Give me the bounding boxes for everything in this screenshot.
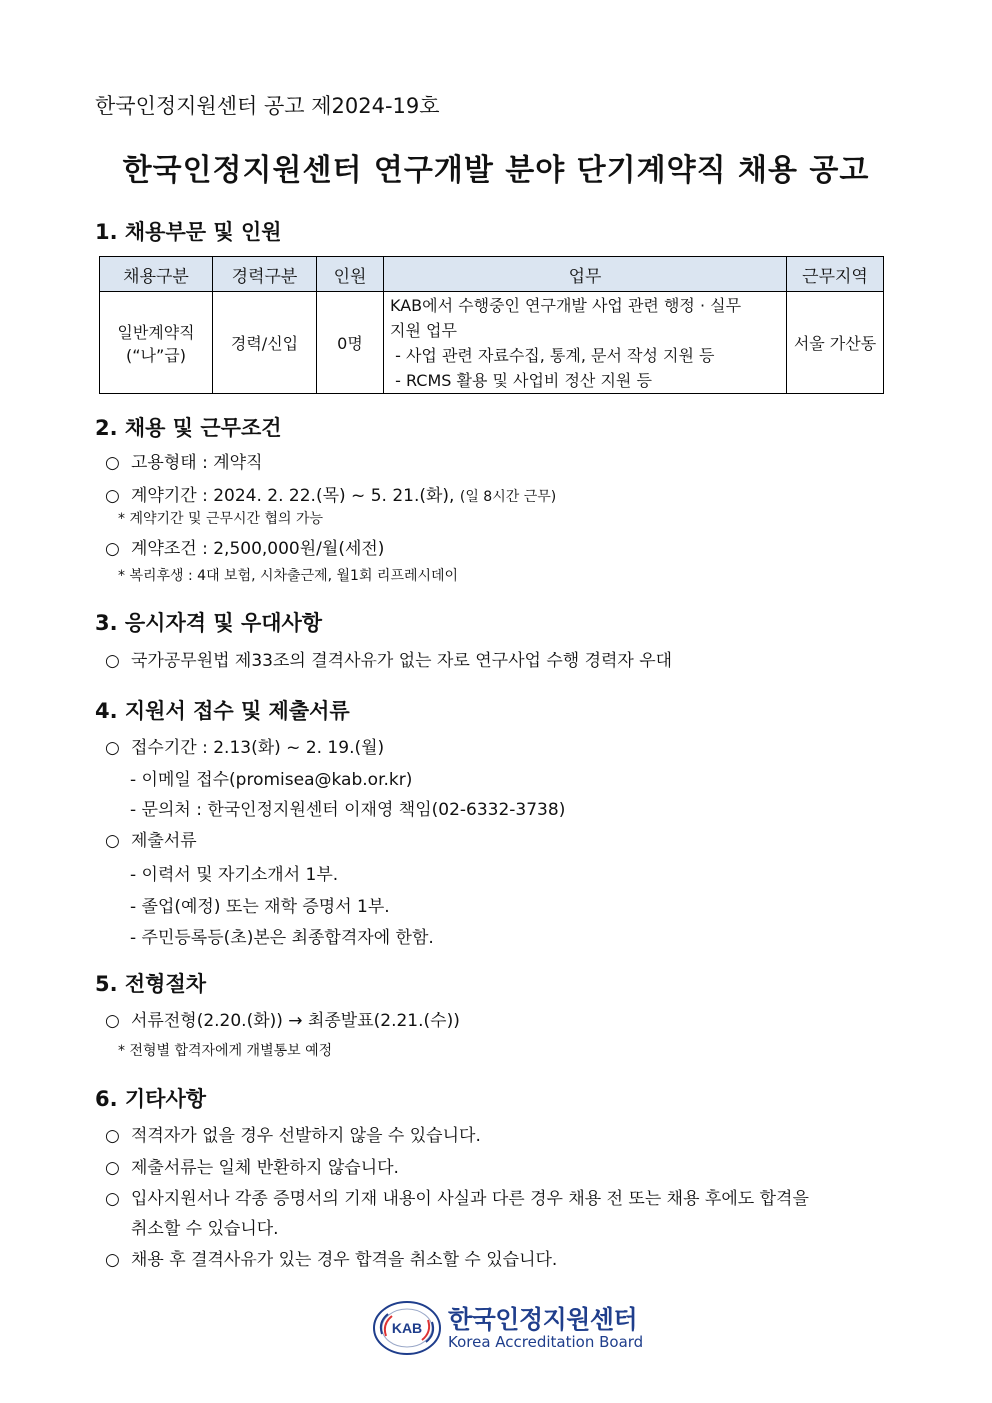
note: * 복리후생 : 4대 보험, 시차출근제, 월1회 리프레시데이: [118, 568, 459, 584]
item-text: 제출서류: [131, 831, 197, 851]
table-header-row: [100, 257, 884, 292]
doc-item: - 주민등록등(초)본은 최종합격자에 한함.: [130, 928, 434, 948]
item-text: 계약조건 : 2,500,000원/월(세전): [131, 539, 385, 559]
note: * 전형별 합격자에게 개별통보 예정: [118, 1043, 333, 1059]
table-header: 인원: [317, 257, 384, 292]
cell-type: [100, 292, 213, 394]
section-heading: 3. 응시자격 및 우대사항: [95, 611, 323, 635]
cell-text: - RCMS 활용 및 사업비 정산 지원 등: [390, 370, 652, 390]
list-item: [105, 481, 556, 506]
list-item-continuation: 취소할 수 있습니다.: [131, 1219, 279, 1239]
list-item: [105, 1245, 557, 1270]
email-link[interactable]: - 이메일 접수(promisea@kab.or.kr): [130, 770, 413, 790]
bullet-icon: ○: [105, 1126, 120, 1146]
cell-text: 지원 업무: [390, 320, 457, 340]
table-header: 경력구분: [213, 257, 317, 292]
recruitment-table: [99, 256, 884, 394]
cell-career: 경력/신입: [213, 292, 317, 394]
bullet-icon: ○: [105, 738, 120, 758]
item-text: 계약기간 : 2024. 2. 22.(목) ~ 5. 21.(화),: [131, 486, 455, 506]
list-item: [105, 534, 384, 559]
bullet-icon: ○: [105, 1011, 120, 1031]
section-heading: 4. 지원서 접수 및 제출서류: [95, 699, 350, 723]
notice-number: 한국인정지원센터 공고 제2024-19호: [95, 94, 440, 118]
table-header: 업무: [384, 257, 787, 292]
list-item: [105, 1121, 481, 1146]
section-heading: 6. 기타사항: [95, 1087, 207, 1111]
note: * 계약기간 및 근무시간 협의 가능: [118, 511, 324, 527]
item-text: 적격자가 없을 경우 선발하지 않을 수 있습니다.: [131, 1126, 481, 1146]
bullet-icon: ○: [105, 539, 120, 559]
bullet-icon: ○: [105, 651, 120, 671]
bullet-icon: ○: [105, 831, 120, 851]
kab-emblem-icon: [372, 1300, 442, 1356]
item-text: (일 8시간 근무): [459, 489, 557, 505]
item-text: 서류전형(2.20.(화)) → 최종발표(2.21.(수)): [131, 1011, 460, 1031]
section-heading: 1. 채용부문 및 인원: [95, 220, 282, 244]
list-item: [105, 1006, 460, 1031]
logo-name-en: Korea Accreditation Board: [448, 1332, 644, 1351]
bullet-icon: ○: [105, 1158, 120, 1178]
bullet-icon: ○: [105, 486, 120, 506]
logo-text: [448, 1306, 643, 1351]
cell-duty: [384, 292, 787, 394]
bullet-icon: ○: [105, 1250, 120, 1270]
cell-text: 일반계약직: [117, 322, 195, 342]
list-item: [105, 826, 197, 851]
cell-text: - 사업 관련 자료수집, 통계, 문서 작성 지원 등: [390, 345, 715, 365]
doc-item: - 졸업(예정) 또는 재학 증명서 1부.: [130, 897, 390, 917]
cell-text: KAB에서 수행중인 연구개발 사업 관련 행정 · 실무: [390, 295, 742, 315]
section-heading: 2. 채용 및 근무조건: [95, 416, 282, 440]
cell-count: 0명: [317, 292, 384, 394]
contact-info: - 문의처 : 한국인정지원센터 이재영 책임(02-6332-3738): [130, 800, 566, 820]
table-row: [100, 292, 884, 394]
list-item: [105, 1153, 399, 1178]
list-item: [105, 1184, 809, 1209]
emblem-text: KAB: [391, 1320, 423, 1336]
cell-location: 서울 가산동: [787, 292, 884, 394]
section-heading: 5. 전형절차: [95, 972, 207, 996]
bullet-icon: ○: [105, 1189, 120, 1209]
bullet-icon: ○: [105, 453, 120, 473]
item-text: 접수기간 : 2.13(화) ~ 2. 19.(월): [131, 738, 385, 758]
item-text: 채용 후 결격사유가 있는 경우 합격을 취소할 수 있습니다.: [131, 1250, 558, 1270]
page-title: 한국인정지원센터 연구개발 분야 단기계약직 채용 공고: [122, 153, 870, 188]
kab-logo: [372, 1300, 643, 1356]
table-header: 근무지역: [787, 257, 884, 292]
list-item: [105, 733, 384, 758]
cell-text: (“나”급): [126, 345, 186, 365]
item-text: 입사지원서나 각종 증명서의 기재 내용이 사실과 다른 경우 채용 전 또는 채용 후에도 합격을: [131, 1189, 809, 1209]
doc-item: - 이력서 및 자기소개서 1부.: [130, 865, 339, 885]
item-text: 고용형태 : 계약직: [131, 453, 263, 473]
list-item: [105, 448, 263, 473]
item-text: 국가공무원법 제33조의 결격사유가 없는 자로 연구사업 수행 경력자 우대: [131, 651, 673, 671]
table-header: 채용구분: [100, 257, 213, 292]
list-item: [105, 646, 672, 671]
logo-name-ko: 한국인정지원센터: [448, 1304, 638, 1334]
item-text: 제출서류는 일체 반환하지 않습니다.: [131, 1158, 399, 1178]
